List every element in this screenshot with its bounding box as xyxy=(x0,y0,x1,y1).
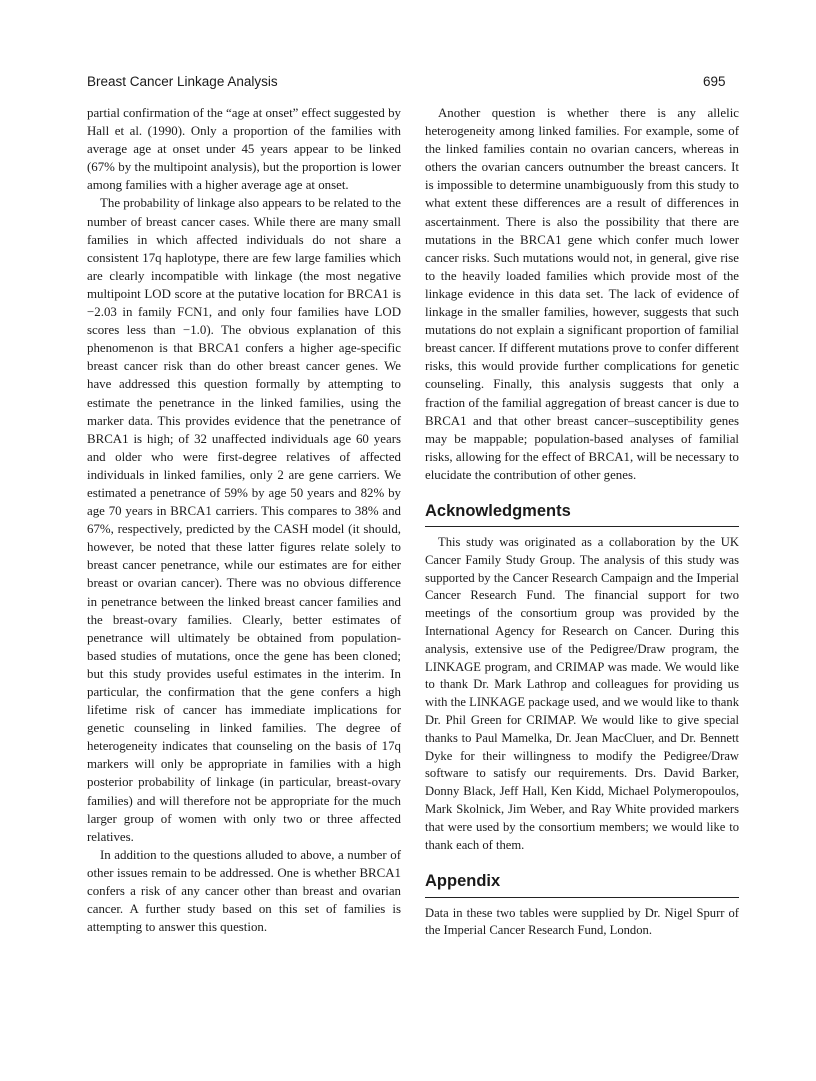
page-number: 695 xyxy=(703,74,726,89)
acknowledgments-section xyxy=(425,502,739,854)
appendix-heading: Appendix xyxy=(425,872,501,891)
section-divider xyxy=(425,897,739,898)
section-divider xyxy=(425,526,739,527)
body-paragraph: partial confirmation of the “age at onset” effect suggested by Hall et al. (1990). Only a proportion of the families with average age at onset under 45 years appear to be linked (67% by the multipoint analysis), but the proportion is lower among families with a higher average age at onset. xyxy=(87,106,401,193)
body-paragraph: In addition to the questions alluded to above, a number of other issues remain to be addressed. One is whether BRCA1 confers a risk of any cancer other than breast and ovarian cancer. A further study based on this set of families is attempting to answer this question. xyxy=(87,847,401,935)
right-column xyxy=(425,104,739,940)
running-title: Breast Cancer Linkage Analysis xyxy=(87,74,278,89)
acknowledgments-heading: Acknowledgments xyxy=(425,501,571,520)
body-paragraph: The probability of linkage also appears to be related to the number of breast cancer cases. While there are many small families in which affected individuals do not share a consistent 17q haplotype, there are few large families which are clearly incompatible with linkage (the most negative multipoint LOD score at the putative location for BRCA1 is −2.03 in family FCN1, and only four families have LOD scores less than −1.0). The obvious explanation of this phenomenon is that BRCA1 confers a higher age-specific breast cancer risk than do other breast cancer genes. We have addressed this question formally by attempting to estimate the penetrance in the linked families, using the marker data. This provides evidence that the penetrance of BRCA1 is high; of 32 unaffected individuals age 60 years and older who were first-degree relatives of affected individuals in linked families, only 2 are gene carriers. We estimated a penetrance of 59% by age 50 years and 82% by age 70 years in BRCA1 carriers. This compares to 38% and 67%, respectively, predicted by the CASH model (it should, however, be noted that these latter figures relate solely to breast cancer penetrance, while our estimates are for either breast or ovarian cancer). There was no obvious difference in penetrance between the linked breast cancer families and the breast-ovary families. Clearly, better estimates of penetrance will ultimately be obtained from population-based studies of mutations, once the gene has been cloned; but this study provides useful estimates in the interim. In particular, the confirmation that the gene confers a high lifetime risk of cancer has immediate implications for genetic counseling in linked families. The degree of heterogeneity indicates that counseling on the basis of 17q markers will only be appropriate in families with a high posterior probability of linkage (in particular, breast-ovary families) and will therefore not be appropriate for the much larger group of women with only two or three affected relatives. xyxy=(87,196,401,844)
appendix-section xyxy=(425,872,739,940)
body-paragraph: Another question is whether there is any allelic heterogeneity among linked families. For example, some of the linked families contain no ovarian cancers, whereas in others the ovarian cancers outnumber the breast cancers. It is impossible to determine unambiguously from this study to what extent these differences are a result of differences in ascertainment. There is also the possibility that there are mutations in the BRCA1 gene which confer much lower cancer risks. Such mutations would not, in general, give rise to the heavily loaded families which provide most of the linkage evidence in this data set. The lack of evidence of linkage in the smaller families, however, suggests that such mutations do not explain a significant proportion of familial breast cancer. If different mutations prove to confer different risks, this would provide further complications for genetic counseling. Finally, this analysis suggests that only a fraction of the familial aggregation of breast cancer is due to BRCA1 and that other breast cancer–susceptibility genes may be mappable; population-based analyses of familial risks, allowing for the effect of BRCA1, will be necessary to elucidate the contribution of other genes. xyxy=(425,106,739,482)
appendix-text: Data in these two tables were supplied by Dr. Nigel Spurr of the Imperial Cancer Research Fund, London. xyxy=(425,905,739,938)
left-column xyxy=(87,104,401,936)
acknowledgments-text: This study was originated as a collaboration by the UK Cancer Family Study Group. The analysis of this study was supported by the Cancer Research Campaign and the Imperial Cancer Research Fund. The financial support for two meetings of the consortium group was provided by the International Agency for Research on Cancer. During this analysis, extensive use of the Pedigree/Draw program, the LINKAGE program, and CRIMAP was made. We would like to thank Dr. Mark Lathrop and colleagues for providing us with the LINKAGE package used, and we would like to thank Dr. Phil Green for CRIMAP. We would like to give special thanks to Paul Mamelka, Dr. Jean MacCluer, and Dr. Bennett Dyke for their willingness to modify the Pedigree/Draw software to satisfy our requirements. Drs. David Barker, Donny Black, Jeff Hall, Ken Kidd, Michael Polymeropoulos, Mark Skolnick, Jim Weber, and Ray White provided markers that were used by the consortium members; we would like to thank each of them. xyxy=(425,535,739,852)
